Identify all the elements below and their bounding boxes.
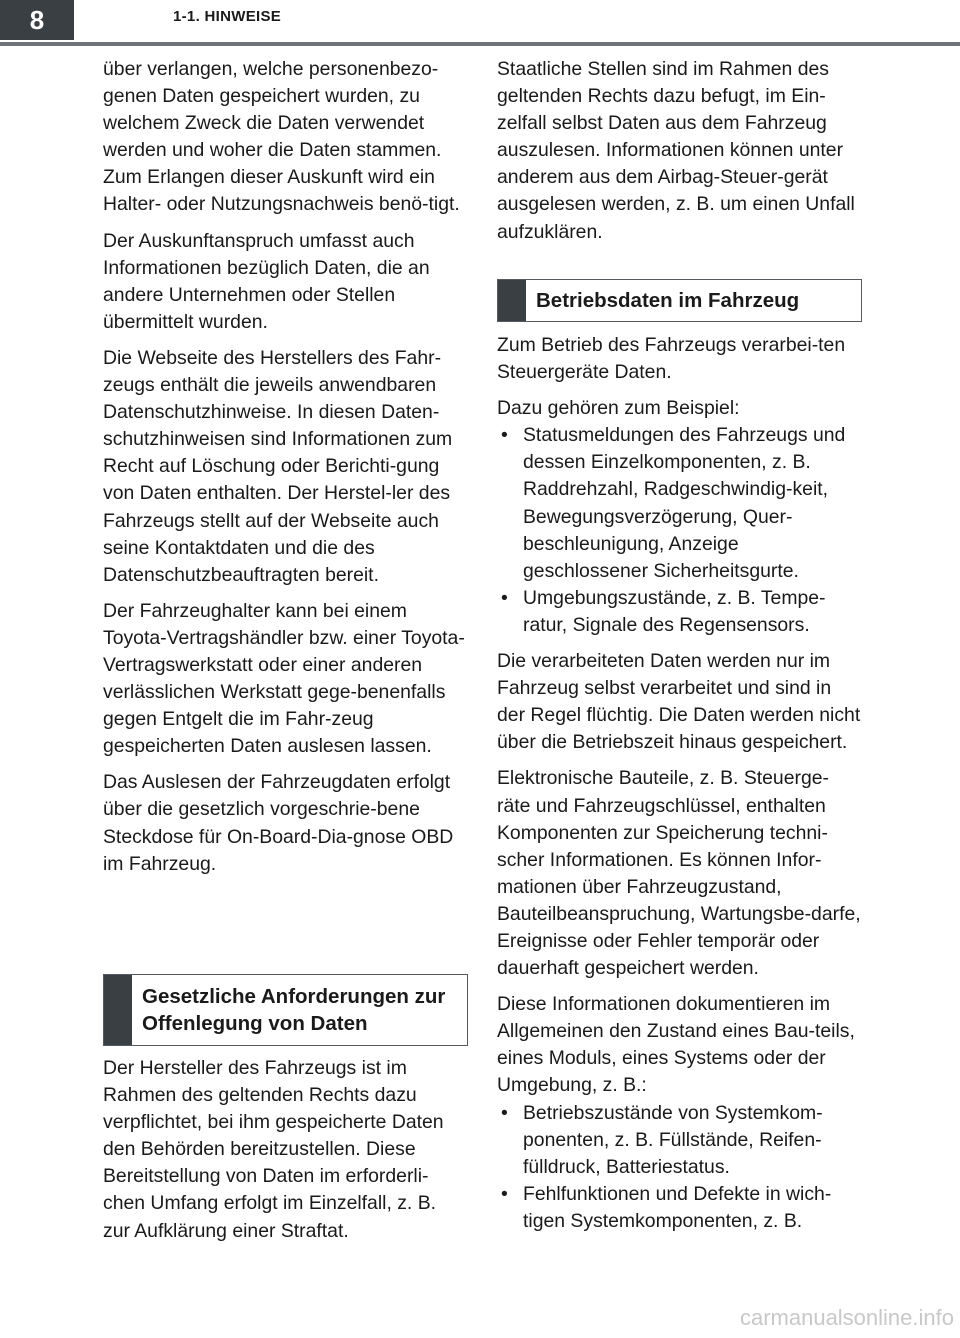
paragraph: Die verarbeiteten Daten werden nur im Fahrzeug selbst verarbeitet und sind in der Regel flüchtig. Die Daten werden nicht über die Betriebszeit hinaus gespeichert. [497,650,861,754]
bullet: • [501,424,508,447]
section-marker [104,975,132,1045]
page-number: 8 [0,0,74,40]
list-item [497,1100,862,1181]
paragraph: Staatliche Stellen sind im Rahmen des geltenden Rechts dazu befugt, im Ein-zelfall selbst Daten aus dem Fahrzeug auszulesen. Informationen können unter anderem aus dem Airbag-Steuer-gerät ausgelesen werden, z. B. um einen Unfall aufzuklären. [497,58,855,243]
left-column-continued [103,1055,468,1254]
left-column [103,56,468,887]
paragraph: Diese Informationen dokumentieren im Allgemeinen den Zustand eines Bau-teils, eines Moduls, eines Systems oder der Umgebung, z. B.: [497,993,855,1097]
paragraph: Das Auslesen der Fahrzeugdaten erfolgt über die gesetzlich vorgeschrie-bene Steckdose für On-Board-Dia-gnose OBD im Fahrzeug. [103,771,454,875]
list-item [497,422,862,585]
watermark: carmanualsonline.info [739,1305,954,1330]
paragraph: Zum Betrieb des Fahrzeugs verarbei-ten Steuergeräte Daten. [497,334,846,384]
paragraph: Der Fahrzeughalter kann bei einem Toyota-Vertragshändler bzw. einer Toyota-Vertragswerkstatt oder einer anderen verlässlichen Werkstatt gege-benenfalls gegen Entgelt die im Fahr-zeug gespeicherten Daten auslesen lassen. [103,599,465,758]
paragraph: über verlangen, welche personenbezo-genen Daten gespeichert wurden, zu welchem Zweck die Daten verwendet werden und woher die Daten stammen. Zum Erlangen dieser Auskunft wird ein Halter- oder Nutzungsnachweis benö-tigt. [103,58,460,216]
list-item [497,585,862,639]
paragraph: Dazu gehören zum Beispiel: [497,397,740,420]
section-heading-operating-data [497,279,862,322]
bullet: • [501,586,508,609]
list-item [497,1181,862,1235]
section-marker [498,280,526,321]
list-item-text: Betriebszustände von Systemkom-ponenten, z. B. Füllstände, Reifen-fülldruck, Batteriestatus. [523,1101,823,1178]
bullet-list [497,422,862,639]
bullet: • [501,1182,508,1205]
section-heading-disclosure [103,974,468,1046]
right-column [497,56,862,255]
bullet: • [501,1101,508,1124]
header-divider [0,42,960,46]
paragraph: Der Hersteller des Fahrzeugs ist im Rahmen des geltenden Rechts dazu verpflichtet, bei ihm gespeicherte Daten den Behörden bereitzustellen. Diese Bereitstellung von Daten im erforderli-chen Umfang erfolgt im Einzelfall, z. B. zur Aufklärung einer Straftat. [103,1057,444,1242]
section-title: Betriebsdaten im Fahrzeug [536,289,800,312]
chapter-title: 1-1. HINWEISE [173,8,282,25]
bullet-list [497,1100,862,1235]
right-column-continued [497,332,862,1244]
paragraph: Elektronische Bauteile, z. B. Steuerge-räte und Fahrzeugschlüssel, enthalten Komponenten zur Speicherung techni-scher Informationen. Es können Infor-mationen über Fahrzeugzustand, Bauteilbeanspruchung, Wartungsbe-darfe, Ereignisse oder Fehler temporär oder dauerhaft gespeichert werden. [497,767,861,980]
list-item-text: Fehlfunktionen und Defekte in wich-tigen Systemkomponenten, z. B. [523,1182,832,1232]
list-item-text: Umgebungszustände, z. B. Tempe-ratur, Signale des Regensensors. [523,586,826,636]
paragraph: Der Auskunftanspruch umfasst auch Informationen bezüglich Daten, die an andere Unternehmen oder Stellen übermittelt wurden. [103,229,430,333]
list-item-text: Statusmeldungen des Fahrzeugs und dessen Einzelkomponenten, z. B. Raddrehzahl, Radgeschwindig-keit, Bewegungsverzögerung, Quer-beschleunigung, Anzeige geschlossener Sicherheitsgurte. [523,424,846,582]
paragraph: Die Webseite des Herstellers des Fahr-zeugs enthält die jeweils anwendbaren Datenschutzhinweise. In diesen Daten-schutzhinweisen sind Informationen zum Recht auf Löschung oder Berichti-gung von Daten enthalten. Der Herstel-ler des Fahrzeugs stellt auf der Webseite auch seine Kontaktdaten und die des Datenschutzbeauftragten bereit. [103,346,453,586]
page-header [0,0,960,48]
section-title: Gesetzliche Anforderungen zur Offenlegung von Daten [142,985,446,1035]
